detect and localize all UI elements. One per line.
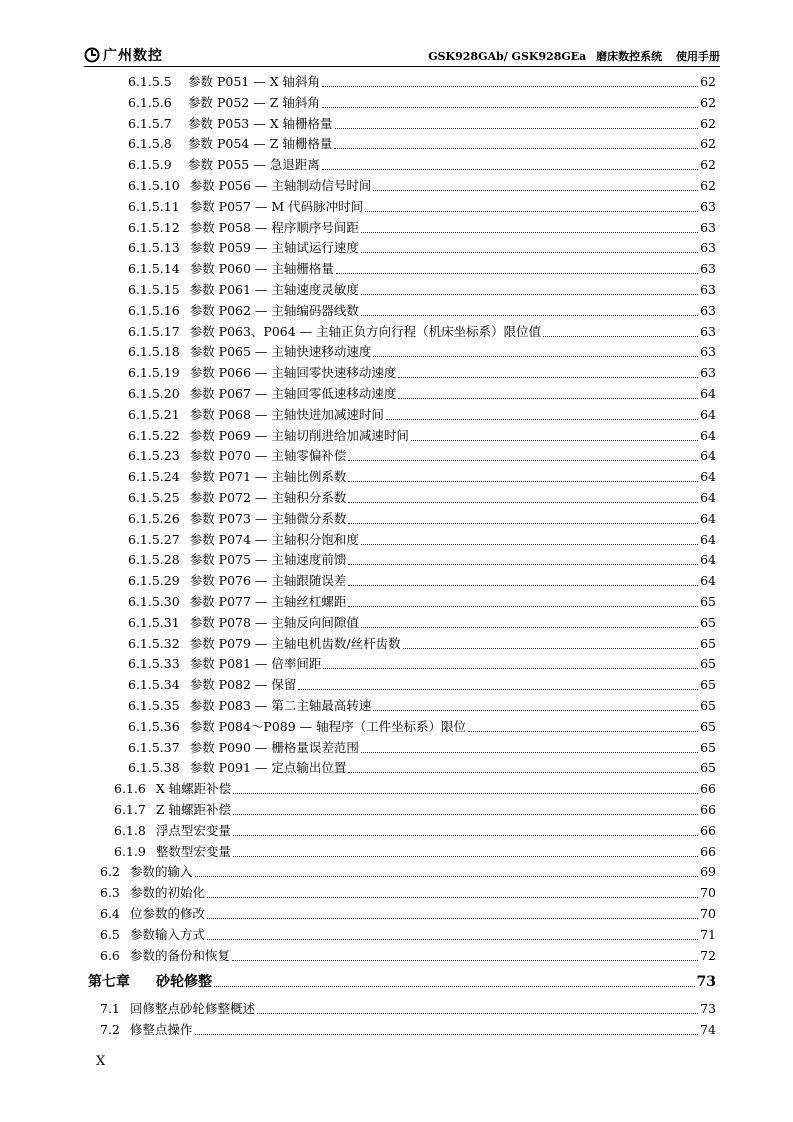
toc-number: 6.1.5.19: [128, 365, 180, 381]
toc-entry[interactable]: [128, 740, 716, 756]
toc-number: 6.1.5.6: [128, 94, 172, 110]
dot-leader: [373, 190, 698, 191]
toc-entry[interactable]: [128, 615, 716, 631]
toc-title: 参数 P053 — X 轴栅格量: [188, 115, 333, 131]
toc-number: 7.2: [100, 1021, 120, 1037]
toc-number: 6.1.5.34: [128, 677, 180, 693]
toc-entry[interactable]: [128, 324, 716, 340]
toc-entry[interactable]: [128, 303, 716, 319]
toc-page-number: 64: [700, 552, 716, 568]
dot-leader: [207, 939, 698, 940]
toc-number: 6.1.5.24: [128, 469, 180, 485]
toc-page-number: 62: [700, 94, 716, 110]
toc-page-number: 62: [700, 157, 716, 173]
dot-leader: [298, 689, 698, 690]
toc-page-number: 64: [700, 386, 716, 401]
dot-leader: [398, 398, 698, 399]
dot-leader: [334, 148, 698, 149]
toc-page-number: 63: [700, 344, 716, 360]
toc-title: 整数型宏变量: [155, 843, 231, 859]
dot-leader: [361, 544, 698, 545]
toc-page-number: 65: [700, 718, 716, 734]
toc-number: 6.4: [100, 906, 120, 921]
toc-page-number: 63: [700, 240, 716, 256]
dot-leader: [361, 232, 698, 233]
toc-entry[interactable]: [128, 95, 716, 111]
toc-entry[interactable]: [128, 240, 716, 256]
dot-leader: [373, 356, 698, 357]
toc-entry[interactable]: [128, 178, 716, 194]
dot-leader: [207, 918, 698, 919]
toc-title: 参数 P074 — 主轴积分饱和度: [189, 531, 359, 547]
toc-page-number: 64: [700, 406, 716, 422]
header-title: [428, 48, 720, 64]
toc-entry[interactable]: [128, 428, 716, 444]
product-name: GSK928GAb/ GSK928GEa: [428, 50, 587, 63]
toc-entry[interactable]: [128, 511, 716, 527]
toc-entry[interactable]: [128, 157, 716, 173]
toc-page-number: 73: [700, 1000, 716, 1016]
toc-entry[interactable]: [128, 573, 716, 589]
dot-leader: [468, 731, 698, 732]
toc-title: 位参数的修改: [130, 906, 206, 921]
toc-page-number: 62: [700, 74, 716, 89]
toc-number: 6.1.8: [114, 822, 146, 838]
toc-title: 参数 P083 — 第二主轴最高转速: [189, 698, 372, 713]
toc-number: 6.1.5.20: [128, 386, 180, 401]
toc-number: 6.1.5.37: [128, 739, 180, 755]
toc-number: 6.1.9: [114, 843, 146, 859]
toc-number: 6.1.5.30: [128, 594, 180, 609]
dot-leader: [232, 960, 698, 961]
dot-leader: [207, 897, 698, 898]
toc-page-number: 71: [700, 926, 716, 942]
toc-title: 参数 P062 — 主轴编码器线数: [189, 302, 359, 318]
toc-page-number: 63: [700, 261, 716, 277]
toc-number: 6.6: [100, 947, 120, 963]
toc-title: 参数 P071 — 主轴比例系数: [189, 469, 347, 485]
toc-number: 6.1.5.17: [128, 323, 180, 339]
toc-title: 参数 P070 — 主轴零偏补偿: [189, 448, 347, 464]
toc-title: 参数 P068 — 主轴快进加减速时间: [189, 406, 384, 422]
toc-title: 参数 P073 — 主轴微分系数: [189, 510, 347, 526]
toc-number: 6.1.5.10: [128, 178, 180, 193]
toc-number: 6.1.5.27: [128, 531, 180, 547]
dot-leader: [398, 377, 698, 378]
toc-entry[interactable]: [128, 448, 716, 464]
dot-leader: [348, 502, 698, 503]
toc-page-number: 70: [700, 906, 716, 921]
toc-entry[interactable]: [100, 885, 716, 901]
dot-leader: [348, 606, 698, 607]
toc-title: 参数输入方式: [130, 926, 206, 942]
toc-page-number: 63: [700, 365, 716, 381]
toc-page-number: 65: [700, 656, 716, 672]
toc-title: 浮点型宏变量: [155, 822, 231, 838]
toc-page-number: 64: [700, 573, 716, 589]
system-name: 磨床数控系统: [596, 50, 663, 63]
dot-leader: [348, 481, 698, 482]
toc-page-number: 64: [700, 531, 716, 547]
toc-page-number: 72: [700, 947, 716, 963]
toc-entry[interactable]: [114, 823, 716, 839]
dot-leader: [257, 1013, 698, 1014]
toc-number: 6.1.5.25: [128, 490, 180, 505]
toc-number: 6.1.5.8: [128, 136, 172, 152]
page-number: X: [96, 1054, 106, 1069]
dot-leader: [373, 710, 698, 711]
toc-title: 参数 P051 — X 轴斜角: [188, 74, 321, 89]
toc-entry[interactable]: [128, 698, 716, 714]
toc-page-number: 62: [700, 115, 716, 131]
dot-leader: [322, 169, 698, 170]
toc-title: 参数 P061 — 主轴速度灵敏度: [189, 282, 359, 297]
toc-page-number: 65: [700, 698, 716, 713]
toc-title: 参数 P081 — 倍率间距: [189, 656, 322, 672]
dot-leader: [403, 648, 699, 649]
toc-number: 第七章: [88, 974, 130, 991]
toc-number: 6.1.5.35: [128, 698, 180, 713]
toc-page-number: 66: [700, 822, 716, 838]
toc-title: 参数 P067 — 主轴回零低速移动速度: [189, 386, 397, 401]
toc-entry[interactable]: [128, 116, 716, 132]
toc-title: 参数 P075 — 主轴速度前馈: [189, 552, 347, 568]
toc-entry[interactable]: [128, 490, 716, 506]
toc-page-number: 63: [700, 198, 716, 214]
toc-number: 6.1.5.32: [128, 635, 180, 651]
toc-page-number: 74: [700, 1021, 716, 1037]
toc-entry[interactable]: [128, 594, 716, 610]
toc-page-number: 66: [700, 843, 716, 859]
toc-title: 砂轮修整: [156, 974, 212, 991]
manual-name: 使用手册: [676, 50, 720, 63]
toc-title: 参数 P059 — 主轴试运行速度: [189, 240, 359, 256]
toc-page-number: 63: [700, 219, 716, 235]
toc-number: 6.1.5.33: [128, 656, 180, 672]
toc-entry[interactable]: [128, 719, 716, 735]
toc-entry[interactable]: [114, 844, 716, 860]
toc-page-number: 66: [700, 781, 716, 797]
toc-entry[interactable]: [128, 407, 716, 423]
toc-entry[interactable]: [128, 532, 716, 548]
toc-title: 参数 P055 — 急退距离: [188, 157, 320, 173]
toc-title: 参数 P077 — 主轴丝杠螺距: [189, 594, 347, 609]
dot-leader: [214, 986, 695, 987]
toc-number: 6.1.5.36: [128, 718, 180, 734]
toc-number: 6.1.5.11: [128, 198, 180, 214]
toc-title: 修整点操作: [130, 1021, 193, 1037]
toc-page-number: 65: [700, 739, 716, 755]
toc-number: 6.1.5.16: [128, 302, 180, 318]
dot-leader: [322, 107, 698, 108]
toc-number: 6.1.5.26: [128, 510, 180, 526]
dot-leader: [348, 460, 698, 461]
toc-title: 参数 P072 — 主轴积分系数: [189, 490, 347, 505]
toc-entry[interactable]: [128, 469, 716, 485]
toc-number: 6.5: [100, 926, 120, 942]
toc-page-number: 64: [700, 510, 716, 526]
toc-entry[interactable]: [128, 74, 716, 90]
dot-leader: [361, 627, 698, 628]
toc-page-number: 65: [700, 760, 716, 776]
dot-leader: [336, 273, 698, 274]
toc-title: 参数 P052 — Z 轴斜角: [188, 94, 320, 110]
toc-entry[interactable]: [128, 261, 716, 277]
toc-entry[interactable]: [128, 344, 716, 360]
toc-title: 参数 P065 — 主轴快速移动速度: [189, 344, 372, 360]
dot-leader: [361, 315, 698, 316]
toc-number: 6.1.5.31: [128, 614, 180, 630]
toc-title: 参数 P060 — 主轴栅格量: [189, 261, 334, 277]
company-logo: [84, 46, 163, 64]
toc-entry[interactable]: [128, 386, 716, 402]
toc-entry[interactable]: [128, 282, 716, 298]
dot-leader: [361, 752, 698, 753]
toc-number: 6.1.5.14: [128, 261, 180, 277]
toc-number: 6.1.6: [114, 781, 146, 797]
toc-page-number: 65: [700, 635, 716, 651]
toc-entry[interactable]: [100, 864, 716, 880]
toc-entry[interactable]: [128, 656, 716, 672]
toc-title: 参数 P084～P089 — 轴程序（工件坐标系）限位: [189, 718, 467, 734]
dot-leader: [348, 772, 698, 773]
logo-text: 广州数控: [103, 48, 163, 64]
toc-number: 6.1.5.13: [128, 240, 180, 256]
toc-entry[interactable]: [128, 365, 716, 381]
dot-leader: [233, 856, 698, 857]
toc-page-number: 66: [700, 802, 716, 817]
dot-leader: [233, 835, 698, 836]
toc-entry[interactable]: [100, 906, 716, 922]
toc-entry[interactable]: [128, 220, 716, 236]
toc-title: 参数 P069 — 主轴切削进给加减速时间: [189, 427, 409, 443]
toc-number: 6.1.5.29: [128, 573, 180, 589]
toc-entry[interactable]: [128, 199, 716, 215]
toc-entry[interactable]: [100, 1001, 716, 1017]
dot-leader: [365, 211, 698, 212]
toc-entry[interactable]: [128, 677, 716, 693]
toc-page-number: 64: [700, 490, 716, 505]
toc-number: 6.1.7: [114, 802, 146, 817]
toc-entry[interactable]: [100, 1022, 716, 1038]
toc-entry[interactable]: [128, 552, 716, 568]
dot-leader: [348, 585, 698, 586]
dot-leader: [195, 1034, 699, 1035]
toc-entry[interactable]: [100, 927, 716, 943]
dot-leader: [233, 793, 698, 794]
toc-page-number: 62: [700, 178, 716, 193]
toc-title: 回修整点砂轮修整概述: [130, 1000, 256, 1016]
dot-leader: [195, 876, 699, 877]
toc-entry[interactable]: [100, 948, 716, 964]
toc-entry[interactable]: [128, 136, 716, 152]
toc-number: 6.3: [100, 885, 120, 901]
toc-title: 参数 P078 — 主轴反向间隙值: [189, 614, 359, 630]
dot-leader: [233, 814, 698, 815]
dot-leader: [335, 128, 699, 129]
toc-page-number: 73: [696, 974, 716, 991]
toc-entry[interactable]: [128, 636, 716, 652]
toc-number: 6.2: [100, 864, 120, 880]
toc-number: 6.1.5.12: [128, 219, 180, 235]
toc-number: 6.1.5.28: [128, 552, 180, 568]
toc-entry[interactable]: [114, 781, 716, 797]
toc-title: 参数 P076 — 主轴跟随误差: [189, 573, 347, 589]
dot-leader: [322, 86, 698, 87]
gsk-logo-icon: [84, 47, 100, 63]
toc-page-number: 64: [700, 427, 716, 443]
toc-page-number: 70: [700, 885, 716, 901]
dot-leader: [543, 336, 698, 337]
toc-number: 6.1.5.5: [128, 74, 172, 89]
toc-title: X 轴螺距补偿: [155, 781, 232, 797]
toc-title: 参数 P063、P064 — 主轴正负方向行程（机床坐标系）限位值: [189, 323, 542, 339]
toc-title: 参数 P090 — 栅格量误差范围: [189, 739, 359, 755]
toc-number: 6.1.5.38: [128, 760, 180, 776]
toc-page-number: 63: [700, 282, 716, 297]
toc-title: 参数 P054 — Z 轴栅格量: [188, 136, 333, 152]
toc-page-number: 64: [700, 448, 716, 464]
toc-number: 6.1.5.15: [128, 282, 180, 297]
toc-title: 参数 P079 — 主轴电机齿数/丝杆齿数: [189, 635, 401, 651]
toc-page-number: 63: [700, 323, 716, 339]
dot-leader: [411, 440, 698, 441]
dot-leader: [348, 564, 698, 565]
toc-number: 7.1: [100, 1000, 120, 1016]
toc-title: 参数 P057 — M 代码脉冲时间: [189, 198, 364, 214]
toc-number: 6.1.5.22: [128, 427, 180, 443]
toc-chapter-entry[interactable]: [88, 974, 716, 990]
page-header: [84, 44, 720, 67]
toc-title: 参数 P066 — 主轴回零快速移动速度: [189, 365, 397, 381]
toc-page-number: 64: [700, 469, 716, 485]
toc-title: Z 轴螺距补偿: [155, 802, 231, 817]
dot-leader: [386, 419, 698, 420]
toc-page-number: 65: [700, 594, 716, 609]
toc-entry[interactable]: [114, 802, 716, 818]
toc-number: 6.1.5.23: [128, 448, 180, 464]
toc-number: 6.1.5.18: [128, 344, 180, 360]
toc-number: 6.1.5.7: [128, 115, 172, 131]
toc-page-number: 69: [700, 864, 716, 880]
toc-page-number: 65: [700, 614, 716, 630]
toc-page-number: 65: [700, 677, 716, 693]
toc-number: 6.1.5.21: [128, 406, 180, 422]
toc-title: 参数的备份和恢复: [130, 947, 231, 963]
toc-title: 参数的初始化: [130, 885, 206, 901]
toc-number: 6.1.5.9: [128, 157, 172, 173]
dot-leader: [361, 252, 698, 253]
toc-entry[interactable]: [128, 760, 716, 776]
toc-page-number: 63: [700, 302, 716, 318]
toc-title: 参数 P082 — 保留: [189, 677, 297, 693]
toc-title: 参数 P058 — 程序顺序号间距: [189, 219, 359, 235]
toc-title: 参数 P091 — 定点输出位置: [189, 760, 347, 776]
dot-leader: [323, 668, 698, 669]
dot-leader: [348, 523, 698, 524]
toc-page-number: 62: [700, 136, 716, 152]
dot-leader: [361, 294, 698, 295]
toc-title: 参数 P056 — 主轴制动信号时间: [189, 178, 372, 193]
toc-title: 参数的输入: [130, 864, 193, 880]
